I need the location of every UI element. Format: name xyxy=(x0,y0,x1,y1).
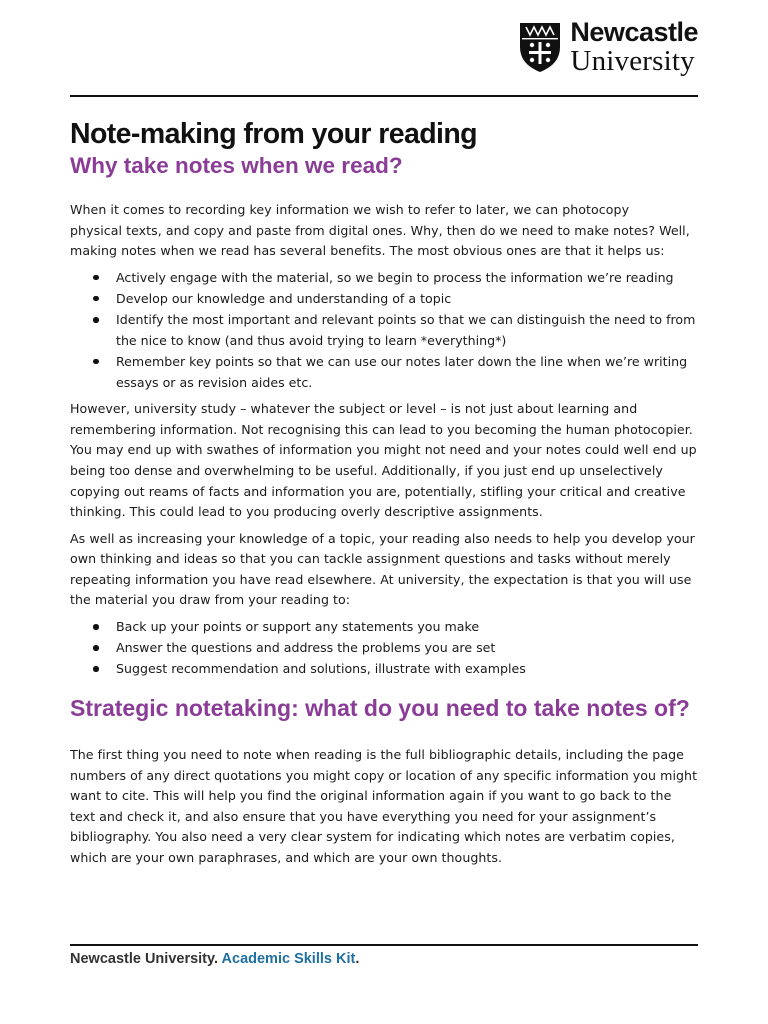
university-logo xyxy=(518,16,698,78)
list-item: Back up your points or support any statements you make xyxy=(116,617,698,638)
footer-divider xyxy=(70,944,698,946)
list-item: Remember key points so that we can use our notes later down the line when we’re writing essays or as revision aides etc. xyxy=(116,352,698,393)
list-item: Answer the questions and address the problems you are set xyxy=(116,638,698,659)
logo-wordmark xyxy=(570,16,698,77)
body-paragraph-thinking: As well as increasing your knowledge of a topic, your reading also needs to help you develop your own thinking and ideas so that you can tackle assignment questions and tasks without merely repeating information you have read elsewhere. At university, the expectation is that you will use the material you draw from your reading to: xyxy=(70,530,695,608)
university-crest-icon xyxy=(518,21,562,73)
footer-org: Newcastle University. xyxy=(70,951,219,967)
section-heading-strategic: Strategic notetaking: what do you need to take notes of? xyxy=(70,695,690,722)
body-paragraph-bibliographic: The first thing you need to note when reading is the full bibliographic details, including the page numbers of any direct quotations you might copy or location of any specific information you might want to cite. This will help you find the original information again if you want to go back to the text and check it, and also ensure that you have everything you need for your assignment’s bibliography. You also need a very clear system for indicating which notes are verbatim copies, which are your own paraphrases, and which are your own thoughts. xyxy=(70,747,698,865)
footer-kit-link[interactable]: Academic Skills Kit xyxy=(221,951,356,967)
benefits-list xyxy=(70,268,698,393)
intro-line: When it comes to recording key information we wish to refer to later, we can photocopy xyxy=(70,202,630,217)
section-heading-why: Why take notes when we read? xyxy=(70,153,403,178)
intro-line: making notes when we read has several benefits. The most obvious ones are that it helps us: xyxy=(70,243,665,259)
list-item: Identify the most important and relevant points so that we can distinguish the need to from the nice to know (and thus avoid trying to learn *everything*) xyxy=(116,310,698,351)
document-page xyxy=(70,0,698,1024)
footer-end: . xyxy=(355,951,360,967)
page-title: Note-making from your reading xyxy=(70,118,477,150)
logo-line-newcastle: Newcastle xyxy=(570,16,698,47)
uses-list xyxy=(70,617,698,680)
list-item: Suggest recommendation and solutions, illustrate with examples xyxy=(116,659,698,680)
list-item: Develop our knowledge and understanding of a topic xyxy=(116,289,698,310)
header-divider xyxy=(70,95,698,97)
intro-line: physical texts, and copy and paste from digital ones. Why, then do we need to make notes? Well, xyxy=(70,222,690,238)
logo-line-university: University xyxy=(570,44,695,77)
page-footer xyxy=(70,950,359,968)
body-paragraph-university-study: However, university study – whatever the subject or level – is not just about learning and remembering information. Not recognising this can lead to you becoming the human photocopier. You may end up with swathes of information you might not need and your notes could well end up being too dense and overwhelming to be useful. Additionally, if you just end up unselectively copying out reams of facts and information you are, potentially, stifling your critical and creative thinking. This could lead to you producing overly descriptive assignments. xyxy=(70,401,697,520)
list-item: Actively engage with the material, so we begin to process the information we’re reading xyxy=(116,268,698,289)
intro-paragraph xyxy=(70,200,698,262)
main-content xyxy=(70,116,698,869)
